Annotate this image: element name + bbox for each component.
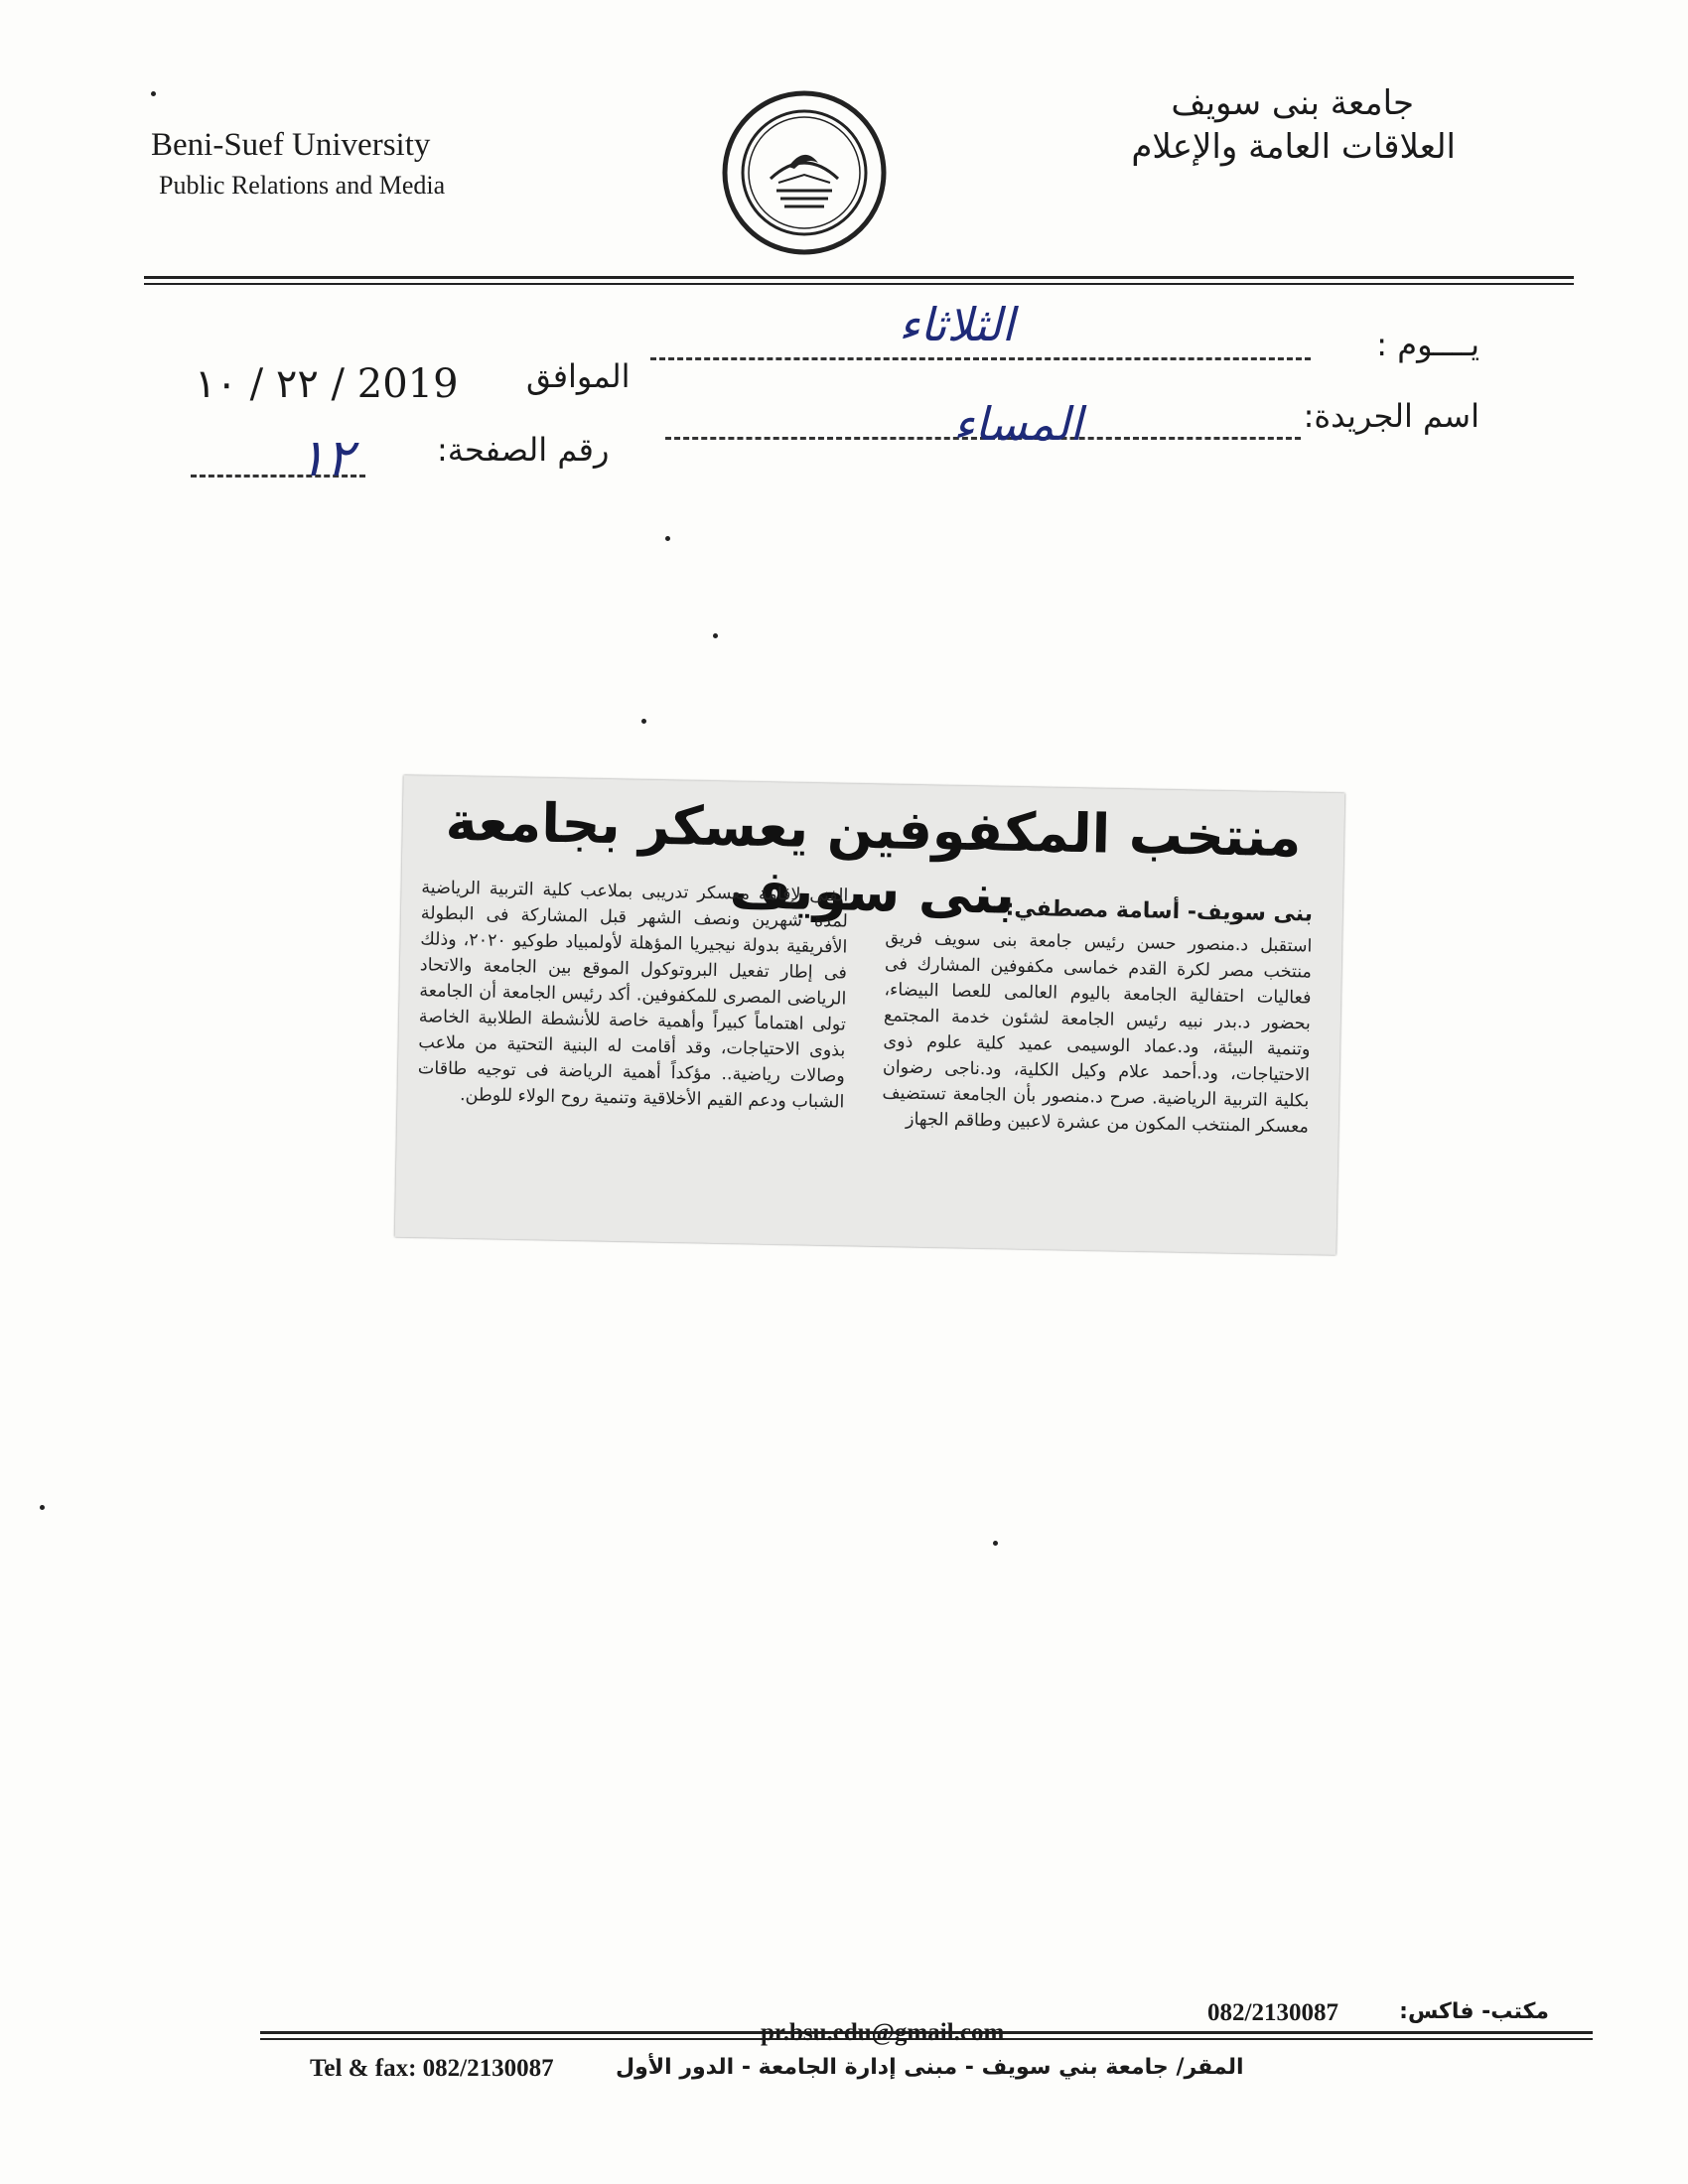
newspaper-label: اسم الجريدة:	[1303, 397, 1479, 435]
date-handwritten: ٢٢ / ١٠ / 2019	[195, 361, 459, 407]
article-column-left: الفنى لإقامة معسكر تدريبى بملاعب كلية التربية الرياضية لمدة شهرين ونصف الشهر قبل المشاركة فى البطولة الأفريقية بدولة نيجيريا المؤهلة لأولمبياد طوكيو ٢٠٢٠، وذلك فى إطار تفعيل البروتوكول الموقع بين الجامعة والاتحاد الرياضى المصرى للمكفوفين. أكد رئيس الجامعة أن الجامعة تولى اهتماماً كبيراً وأهمية خاصة للأنشطة الطلابية الخاصة بذوى الاحتياجات، وقد أقامت له البنية التحتية من ملاعب وصالات رياضية.. مؤكداً أهمية الرياضة فى توجيه طاقات الشباب ودعم القيم الأخلاقية وتنمية روح الولاء للوطن.	[417, 878, 849, 1113]
day-handwritten: الثلاثاء	[899, 298, 1015, 351]
newspaper-clipping	[395, 775, 1345, 1255]
corresponding-label: الموافق	[526, 357, 631, 395]
scan-speck	[40, 1505, 45, 1510]
scan-speck	[993, 1541, 998, 1546]
article-byline: بنى سويف- أسامة مصطفي:	[1005, 895, 1314, 927]
day-dotted-line	[650, 357, 1311, 360]
header-divider	[144, 276, 1574, 279]
university-name-en: Beni-Suef University	[151, 127, 431, 163]
office-fax-number: 082/2130087	[1207, 1999, 1338, 2026]
department-name-en: Public Relations and Media	[159, 171, 446, 200]
newspaper-handwritten: المساء	[953, 397, 1083, 451]
scan-speck	[713, 633, 718, 638]
header-divider-thin	[144, 283, 1574, 285]
footer-email: pr.bsu.edu@gmail.com	[761, 2019, 1005, 2046]
page-handwritten: ١٢	[298, 429, 353, 488]
university-seal-icon	[719, 87, 890, 258]
article-headline: منتخب المكفوفين يعسكر بجامعة بنى سويف	[445, 789, 1303, 926]
day-label: يــــوم :	[1376, 326, 1479, 363]
footer-tel-fax: Tel & fax: 082/2130087	[310, 2055, 554, 2082]
scan-speck	[151, 91, 156, 96]
footer-address: المقر/ جامعة بني سويف - مبنى إدارة الجامعة - الدور الأول	[616, 2055, 1244, 2080]
scan-speck	[665, 536, 670, 541]
university-name-ar: جامعة بنى سويف	[1171, 83, 1414, 123]
department-name-ar: العلاقات العامة والإعلام	[1131, 127, 1456, 167]
office-fax-label: مكتب- فاكس:	[1399, 1999, 1549, 2024]
article-column-right: استقبل د.منصور حسن رئيس جامعة بنى سويف فريق منتخب مصر لكرة القدم خماسى مكفوفين المشارك فى فعاليات احتفالية الجامعة باليوم العالمى للعصا البيضاء، بحضور د.بدر نبيه رئيس الجامعة لشئون خدمة المجتمع وتنمية البيئة، ود.عماد الوسيمى عميد كلية علوم ذوى الاحتياجات، ود.أحمد علام وكيل الكلية، ود.ناجى رضوان بكلية التربية الرياضية. صرح د.منصور بأن الجامعة تستضيف معسكر المنتخب المكون من عشرة لاعبين وطاقم الجهاز	[882, 928, 1313, 1138]
scan-speck	[641, 719, 646, 724]
page-label: رقم الصفحة:	[437, 431, 610, 469]
